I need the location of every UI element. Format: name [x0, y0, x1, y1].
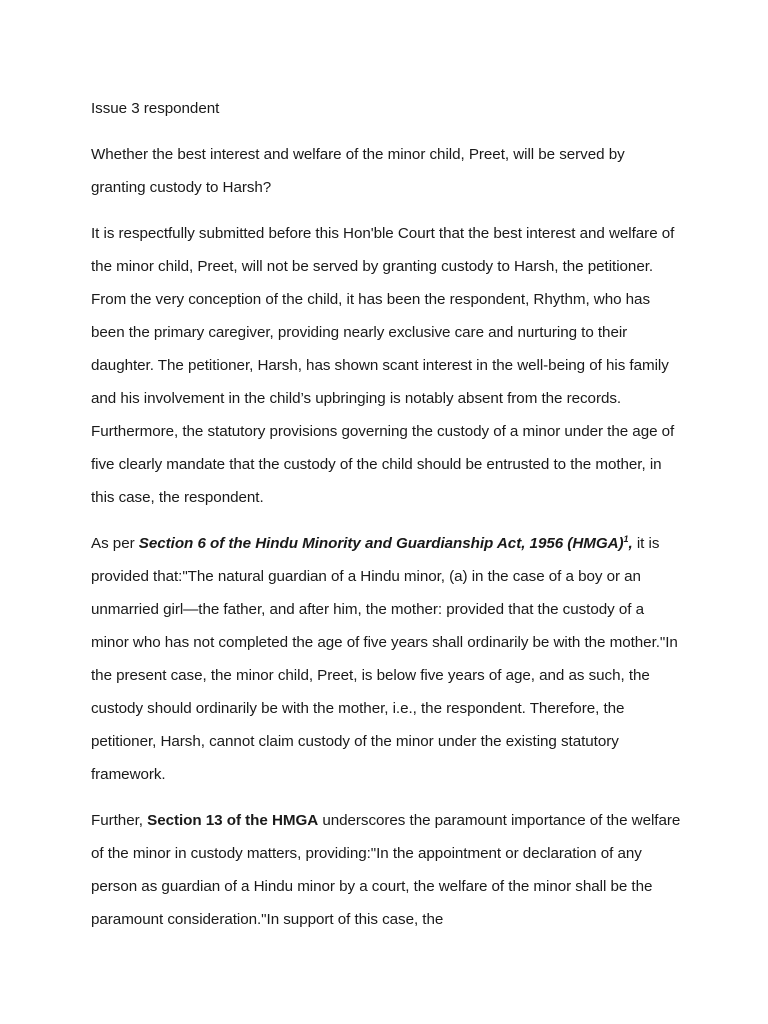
paragraph-body: it is provided that:"The natural guardian of a Hindu minor, (a) in the case of a boy or an unmarried girl—the father, and after him, the mother: provided that the custody of a minor who has not completed the age of five years shall ordinarily be with the mother."In the present case, the minor child, Preet, is below five years of age, and as such, the custody should ordinarily be with the mother, i.e., the respondent. Therefore, the petitioner, Harsh, cannot claim custody of the minor under the existing statutory framework. [91, 535, 678, 783]
citation-comma: , [628, 535, 633, 552]
paragraph-body: underscores the paramount importance of the welfare of the minor in custody matters, providing:"In the appointment or declaration of any person as guardian of a Hindu minor by a court, the welfare of the minor shall be the paramount consideration."In support of this case, the [91, 812, 681, 928]
statute-citation-section-6 [139, 535, 633, 552]
paragraph-section-6 [91, 527, 681, 791]
paragraph-primary-caregiver: It is respectfully submitted before this Hon'ble Court that the best interest and welfare of the minor child, Preet, will not be served by granting custody to Harsh, the petitioner. From the very conception of the child, it has been the respondent, Rhythm, who has been the primary caregiver, providing nearly exclusive care and nurturing to their daughter. The petitioner, Harsh, has shown scant interest in the well-being of his family and his involvement in the child’s upbringing is notably absent from the records. Furthermore, the statutory provisions governing the custody of a minor under the age of five clearly mandate that the custody of the child should be entrusted to the mother, in this case, the respondent. [91, 225, 675, 506]
document-page [91, 92, 681, 949]
paragraph-prefix: As per [91, 535, 139, 552]
paragraph-prefix: Further, [91, 812, 148, 829]
statute-citation-section-13: Section 13 of the HMGA [147, 812, 319, 829]
issue-heading: Issue 3 respondent [91, 100, 220, 117]
issue-question: Whether the best interest and welfare of the minor child, Preet, will be served by granting custody to Harsh? [91, 146, 625, 196]
footnote-marker[interactable]: 1 [623, 533, 629, 544]
paragraph-section-13 [91, 804, 681, 936]
citation-text: Section 6 of the Hindu Minority and Guardianship Act, 1956 (HMGA) [138, 535, 624, 552]
